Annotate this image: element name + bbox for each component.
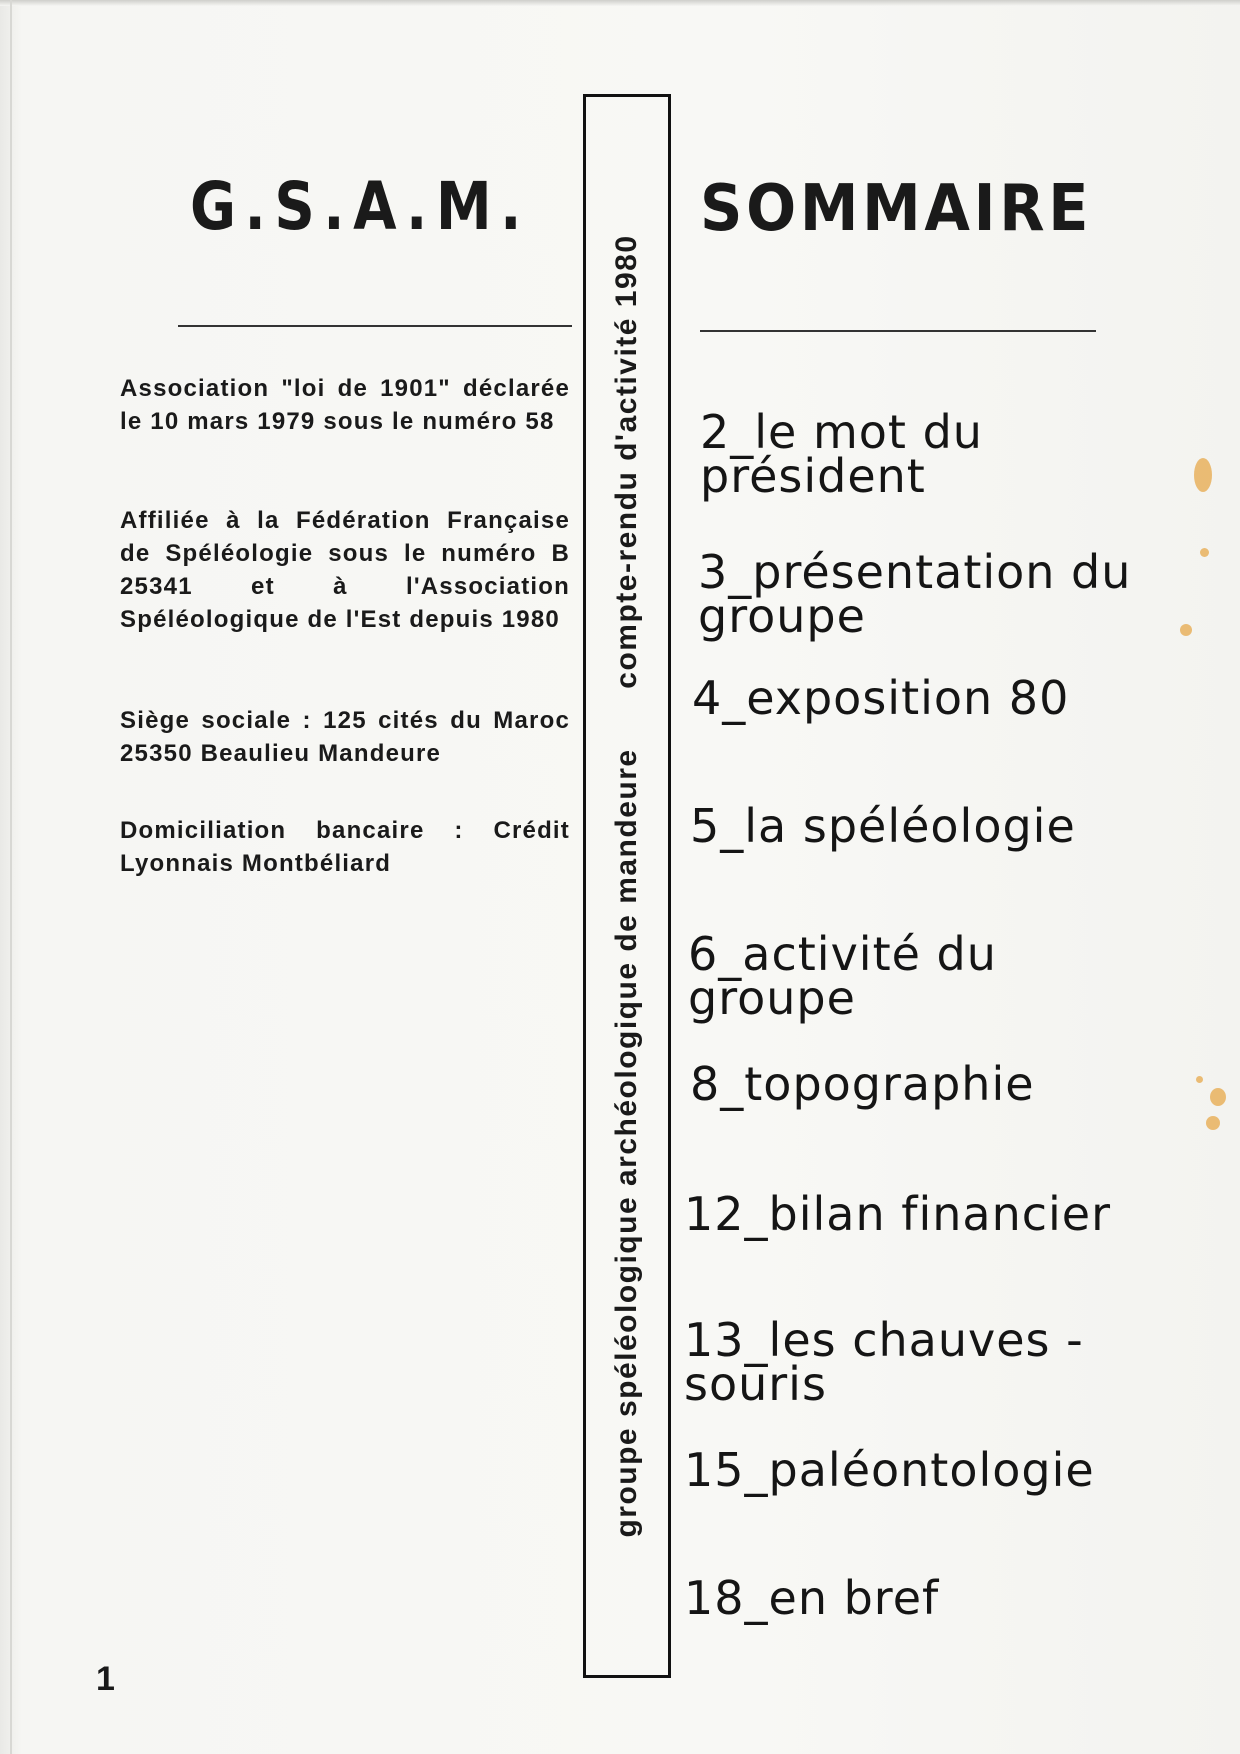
- page-number: 1: [96, 1660, 115, 1698]
- toc-item: 4_exposition 80: [692, 671, 1070, 725]
- paper-stain: [1210, 1088, 1226, 1106]
- toc-item: 5_la spéléologie: [690, 799, 1076, 853]
- toc-item: 3_présentation du groupe: [698, 545, 1132, 643]
- left-divider: [178, 325, 572, 327]
- right-divider: [700, 330, 1096, 332]
- toc-item: 18_en bref: [684, 1571, 940, 1625]
- band-report-title: compte-rendu d'activité 1980: [610, 234, 643, 689]
- vertical-band-text: [610, 106, 644, 1666]
- band-group-name: groupe spéléologique archéologique de mandeure: [610, 748, 643, 1538]
- affiliation-paragraph: Affiliée à la Fédération Française de Spéléologie sous le numéro B 25341 et à l'Association Spéléologique de l'Est depuis 1980: [120, 507, 570, 633]
- toc-item: 15_paléontologie: [684, 1443, 1095, 1497]
- top-edge-shadow: [0, 0, 1240, 6]
- paper-stain: [1206, 1116, 1220, 1130]
- domiciliation-paragraph: Domiciliation bancaire : Crédit Lyonnais Montbéliard: [120, 817, 570, 877]
- toc-item: 2_le mot du président: [700, 405, 983, 503]
- org-acronym-title: G.S.A.M.: [190, 168, 530, 245]
- contents-title: SOMMAIRE: [700, 172, 1093, 246]
- association-paragraph: Association "loi de 1901" déclarée le 10 mars 1979 sous le numéro 58: [120, 375, 570, 435]
- binding-edge: [10, 0, 12, 1754]
- paper-stain: [1180, 624, 1192, 636]
- paper-stain: [1200, 548, 1209, 557]
- paper-stain: [1196, 1076, 1203, 1083]
- paper-stain: [1194, 458, 1212, 492]
- toc-item: 12_bilan financier: [684, 1187, 1112, 1241]
- toc-item: 8_topographie: [690, 1057, 1035, 1111]
- siege-paragraph: Siège sociale : 125 cités du Maroc 25350 Beaulieu Mandeure: [120, 707, 570, 767]
- toc-item: 6_activité du groupe: [688, 927, 997, 1025]
- toc-item: 13_les chauves - souris: [684, 1313, 1084, 1411]
